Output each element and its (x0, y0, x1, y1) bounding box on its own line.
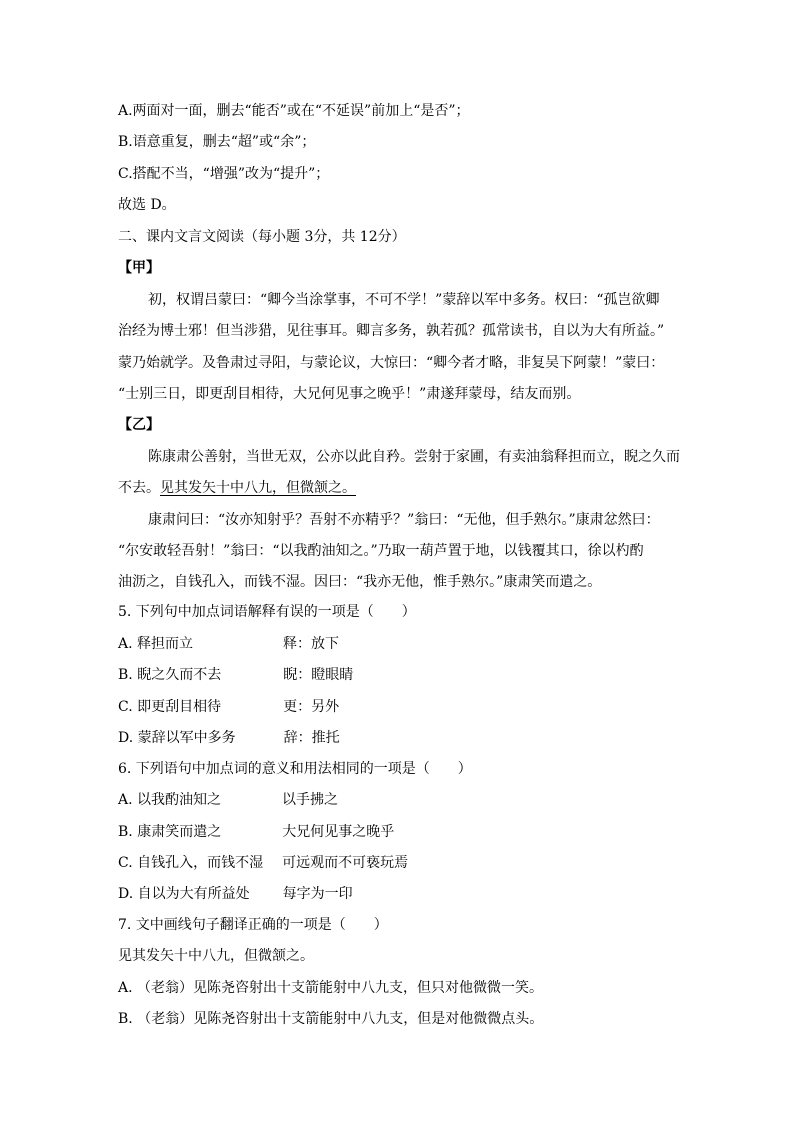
passage-yi-line: “尔安敢轻吾射！”翁曰：“以我酌油知之。”乃取一葫芦置于地，以钱覆其口，徐以杓酌 (118, 543, 644, 559)
option-letter: B. (118, 1011, 133, 1027)
option-gloss: 睨：瞪眼睛 (283, 667, 354, 683)
option-text: 康肃笑而遣之 (137, 824, 222, 840)
question-7-option-b (118, 1009, 688, 1029)
question-6-option-a (118, 790, 688, 810)
passage-yi-line: 陈康肃公善射，当世无双，公亦以此自矜。尝射于家圃，有卖油翁释担而立，睨之久而 (148, 449, 680, 465)
option-gloss: 释：放下 (283, 636, 340, 652)
passage-jia-line: 治经为博士邪！但当涉猎，见往事耳。卿言多务，孰若孤？孤常读书，自以为大有所益。” (118, 323, 665, 339)
passage-yi-text: 不去。 (118, 480, 160, 496)
option-letter: A. (118, 792, 133, 808)
passage-jia-label: 【甲】 (118, 260, 160, 276)
question-6-option-c (118, 853, 688, 873)
answer-conclusion: 故选 D。 (118, 197, 176, 213)
option-letter: B. (118, 824, 133, 840)
question-5-option-d (118, 728, 688, 748)
option-text: 释担而立 (137, 636, 194, 652)
question-7-sentence: 见其发矢十中八九，但微颔之。 (118, 948, 314, 964)
passage-yi-line: 康肃问曰：“汝亦知射乎？吾射不亦精乎？”翁曰：“无他，但手熟尔。”康肃忿然曰： (148, 512, 660, 528)
passage-jia-line: 初，权谓吕蒙曰：“卿今当涂掌事，不可不学！”蒙辞以军中多务。权曰：“孤岂欲卿 (148, 292, 660, 308)
question-5-option-a (118, 634, 688, 654)
option-letter: D. (118, 886, 134, 902)
question-6-option-b (118, 822, 688, 842)
passage-yi-line (118, 478, 688, 498)
option-gloss: 更：另外 (283, 699, 340, 715)
option-gloss: 辞：推托 (283, 730, 340, 746)
answer-explanation-b: B.语意重复，删去“超”或“余”； (118, 134, 316, 150)
answer-explanation-c: C.搭配不当，“增强”改为“提升”； (118, 166, 330, 182)
option-letter: C. (118, 855, 133, 871)
question-7-stem: 7. 文中画线句子翻译正确的一项是（ ） (118, 917, 388, 933)
question-6-option-d (118, 884, 688, 904)
question-6-stem: 6. 下列语句中加点词的意义和用法相同的一项是（ ） (118, 761, 472, 777)
passage-yi-line: 油沥之，自钱孔入，而钱不湿。因曰：“我亦无他，惟手熟尔。”康肃笑而遣之。 (118, 574, 602, 590)
option-letter: C. (118, 699, 133, 715)
question-7-option-a (118, 978, 688, 998)
option-letter: A. (118, 636, 133, 652)
option-letter: B. (118, 667, 133, 683)
passage-jia-line: “士别三日，即更刮目相待，大兄何见事之晚乎！”肃遂拜蒙母，结友而别。 (118, 386, 581, 402)
answer-explanation-a: A.两面对一面，删去“能否”或在“不延误”前加上“是否”； (118, 103, 470, 119)
option-compare: 大兄何见事之晚乎 (282, 824, 395, 840)
option-compare: 以手拂之 (282, 792, 339, 808)
option-text: 即更刮目相待 (137, 699, 222, 715)
option-text: （老翁）见陈尧咨射出十支箭能射中八九支，但只对他微微一笑。 (137, 980, 544, 996)
option-text: 蒙辞以军中多务 (137, 730, 236, 746)
underlined-sentence: 见其发矢十中八九，但微颔之。 (160, 480, 356, 496)
option-letter: D. (118, 730, 134, 746)
option-compare: 可远观而不可亵玩焉 (282, 855, 409, 871)
option-text: 自以为大有所益处 (137, 886, 250, 902)
section-title: 二、课内文言文阅读（每小题 3分，共 12分） (118, 229, 406, 245)
option-compare: 每字为一印 (282, 886, 353, 902)
option-text: 自钱孔入，而钱不湿 (137, 855, 264, 871)
question-5-option-b (118, 665, 688, 685)
passage-jia-line: 蒙乃始就学。及鲁肃过寻阳，与蒙论议，大惊曰：“卿今者才略，非复吴下阿蒙！”蒙曰： (118, 355, 665, 371)
option-text: 睨之久而不去 (137, 667, 222, 683)
passage-yi-label: 【乙】 (118, 417, 160, 433)
option-text: 以我酌油知之 (137, 792, 222, 808)
question-5-stem: 5. 下列句中加点词语解释有误的一项是（ ） (118, 604, 416, 620)
option-text: （老翁）见陈尧咨射出十支箭能射中八九支，但是对他微微点头。 (137, 1011, 544, 1027)
question-5-option-c (118, 697, 688, 717)
option-letter: A. (118, 980, 133, 996)
